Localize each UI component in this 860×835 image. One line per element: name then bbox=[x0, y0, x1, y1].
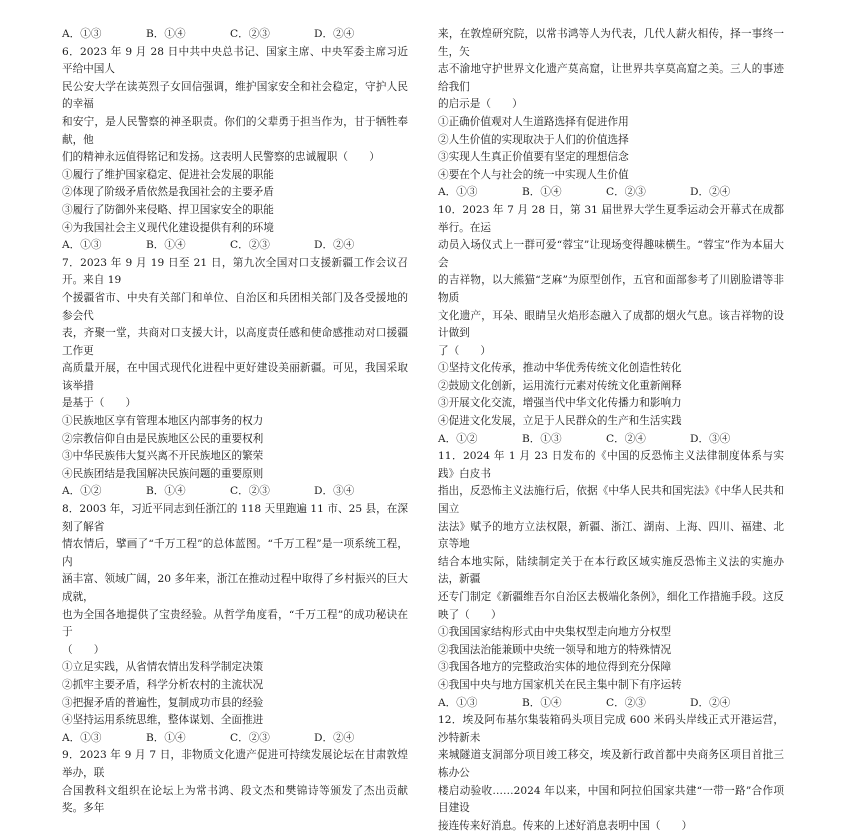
choice-d[interactable]: D．②④ bbox=[690, 696, 731, 709]
left-column bbox=[62, 26, 408, 818]
q9-stem-line: 志不渝地守护世界文化遗产莫高窟，让世界共享莫高窟之美。三人的事迹给我们 bbox=[438, 63, 784, 93]
q11-option: ③我国各地方的完整政治实体的地位得到充分保障 bbox=[438, 661, 672, 674]
choice-b[interactable]: B．①④ bbox=[146, 28, 186, 40]
q10-option: ②鼓励文化创新，运用流行元素对传统文化重新阐释 bbox=[438, 379, 682, 392]
choice-d[interactable]: D．②④ bbox=[314, 239, 355, 252]
right-column bbox=[438, 26, 784, 835]
choice-a[interactable]: A．①② bbox=[438, 432, 478, 445]
choice-c[interactable]: C．②③ bbox=[606, 186, 646, 199]
q6-option: ②体现了阶级矛盾依然是我国社会的主要矛盾 bbox=[62, 186, 274, 199]
q8-option: ③把握矛盾的普遍性，复制成功市县的经验 bbox=[62, 696, 264, 709]
q9-option: ②人生价值的实现取决于人们的价值选择 bbox=[438, 133, 629, 146]
q10-option: ④促进文化发展，立足于人民群众的生产和生活实践 bbox=[438, 415, 682, 428]
q11-choices bbox=[438, 695, 784, 713]
q10-stem-line: 动员入场仪式上一群可爱“蓉宝”让现场变得趣味横生。“蓉宝”作为本届大会 bbox=[438, 239, 784, 269]
q11-option: ②我国法治能兼顾中央统一领导和地方的特殊情况 bbox=[438, 643, 672, 656]
question-9 bbox=[62, 747, 408, 817]
question-7 bbox=[62, 255, 408, 501]
q12-stem-line: 来城隧道支洞部分项目竣工移交，埃及新行政首都中央商务区项目首批三栋办公 bbox=[438, 749, 784, 779]
q7-option: ③中华民族伟大复兴离不开民族地区的繁荣 bbox=[62, 450, 264, 463]
q7-option: ②宗教信仰自由是民族地区公民的重要权利 bbox=[62, 432, 264, 445]
q11-option: ④我国中央与地方国家机关在民主集中制下有序运转 bbox=[438, 678, 682, 691]
q5-choices bbox=[62, 26, 408, 44]
choice-d[interactable]: D．②④ bbox=[314, 731, 355, 744]
question-8 bbox=[62, 501, 408, 747]
q6-stem-line: 和安宁，是人民警察的神圣职责。你们的父辈勇于担当作为，甘于牺牲奉献，他 bbox=[62, 115, 408, 146]
q7-stem-line: 是基于（ ） bbox=[62, 397, 137, 410]
q8-option: ②抓牢主要矛盾，科学分析农村的主流状况 bbox=[62, 678, 264, 691]
q9-option: ③实现人生真正价值要有坚定的理想信念 bbox=[438, 151, 629, 164]
choice-a[interactable]: A．①③ bbox=[438, 696, 478, 709]
q9-stem-line: 来，在敦煌研究院，以常书鸿等人为代表，几代人薪火相传，择一事终一生，矢 bbox=[438, 28, 784, 58]
question-11 bbox=[438, 448, 784, 712]
choice-d[interactable]: D．②④ bbox=[690, 186, 731, 199]
choice-d[interactable]: D．③④ bbox=[690, 432, 731, 445]
q11-stem-line: 还专门制定《新疆维吾尔自治区去极端化条例》，细化工作措施手段。这反映了（ ） bbox=[438, 591, 784, 621]
q10-choices bbox=[438, 431, 784, 449]
choice-b[interactable]: B．①④ bbox=[522, 186, 562, 199]
choice-d[interactable]: D．②④ bbox=[314, 28, 355, 40]
q7-option: ①民族地区享有管理本地区内部事务的权力 bbox=[62, 415, 264, 428]
q12-stem-line: 楼启动验收……2024 年以来，中国和阿拉伯国家共建“一带一路”合作项目建设 bbox=[438, 784, 784, 815]
q8-option: ④坚持运用系统思维，整体谋划、全面推进 bbox=[62, 714, 264, 727]
question-12 bbox=[438, 712, 784, 835]
q9-option: ①正确价值观对人生道路选择有促进作用 bbox=[438, 115, 629, 128]
q11-stem-line: 法法》赋予的地方立法权限，新疆、浙江、湖南、上海、四川、福建、北京等地 bbox=[438, 520, 784, 551]
q6-option: ④为我国社会主义现代化建设提供有利的环境 bbox=[62, 221, 274, 234]
choice-c[interactable]: C．②③ bbox=[230, 28, 270, 40]
q8-stem-line: 也为全国各地提供了宝贵经验。从哲学角度看，“千万工程”的成功秘诀在于 bbox=[62, 608, 408, 639]
q7-stem-line: 高质量开展，在中国式现代化进程中更好建设美丽新疆。可见，我国采取该举措 bbox=[62, 362, 408, 392]
q8-stem-line: （ ） bbox=[62, 643, 105, 656]
choice-b[interactable]: B．①④ bbox=[146, 239, 186, 252]
q12-stem-line: 12．埃及阿布基尔集装箱码头项目完成 600 米码头岸线正式开港运营，沙特新未 bbox=[438, 714, 784, 744]
q9-stem-line: 9．2023 年 9 月 7 日，非物质文化遗产促进可持续发展论坛在甘肃敦煌举办，联 bbox=[62, 749, 408, 779]
choice-a[interactable]: A．①③ bbox=[62, 28, 102, 40]
q6-stem-line: 们的精神永远值得铭记和发扬。这表明人民警察的忠诚履职（ ） bbox=[62, 151, 380, 164]
q6-stem-line: 民公安大学在读英烈子女回信强调，维护国家安全和社会稳定，守护人民的幸福 bbox=[62, 80, 408, 111]
q7-stem-line: 表，齐聚一堂，共商对口支援大计，以高度责任感和使命感推动对口援疆工作更 bbox=[62, 327, 408, 357]
q12-stem-line: 接连传来好消息。传来的上述好消息表明中国（ ） bbox=[438, 819, 693, 832]
q6-option: ③履行了防御外来侵略、捍卫国家安全的职能 bbox=[62, 203, 274, 216]
q8-option: ①立足实践，从省情农情出发科学制定决策 bbox=[62, 661, 264, 674]
q8-stem-line: 涵丰富、领域广阔，20 多年来，浙江在推动过程中取得了乡村振兴的巨大成就， bbox=[62, 573, 408, 603]
q9-stem-line: 的启示是（ ） bbox=[438, 98, 523, 111]
q11-stem-line: 11．2024 年 1 月 23 日发布的《中国的反恐怖主义法律制度体系与实践》白皮书 bbox=[438, 450, 784, 480]
q10-stem-line: 文化遗产，耳朵、眼睛呈火焰形态融入了成都的烟火气息。该吉祥物的设计做到 bbox=[438, 309, 784, 340]
question-6 bbox=[62, 44, 408, 255]
q11-option: ①我国国家结构形式由中央集权型走向地方分权型 bbox=[438, 626, 672, 639]
q11-stem-line: 指出，反恐怖主义法施行后，依据《中华人民共和国宪法》《中华人民共和国立 bbox=[438, 485, 784, 516]
choice-b[interactable]: B．①④ bbox=[146, 485, 186, 498]
choice-a[interactable]: A．①② bbox=[62, 485, 102, 498]
q7-option: ④民族团结是我国解决民族问题的重要原则 bbox=[62, 467, 264, 480]
question-9-continued bbox=[438, 26, 784, 202]
q6-option: ①履行了维护国家稳定、促进社会发展的职能 bbox=[62, 168, 274, 181]
q10-option: ③开展文化交流，增强当代中华文化传播力和影响力 bbox=[438, 397, 682, 410]
choice-a[interactable]: A．①③ bbox=[62, 731, 102, 744]
q10-stem-line: 10．2023 年 7 月 28 日，第 31 届世界大学生夏季运动会开幕式在成都举行。在运 bbox=[438, 203, 784, 234]
choice-c[interactable]: C．②③ bbox=[230, 239, 270, 252]
choice-b[interactable]: B．①③ bbox=[522, 432, 562, 445]
choice-d[interactable]: D．③④ bbox=[314, 485, 355, 498]
q8-choices bbox=[62, 730, 408, 748]
choice-a[interactable]: A．①③ bbox=[438, 186, 478, 199]
choice-c[interactable]: C．②③ bbox=[230, 485, 270, 498]
choice-c[interactable]: C．②④ bbox=[606, 432, 646, 445]
q7-stem-line: 7．2023 年 9 月 19 日至 21 日，第九次全国对口支援新疆工作会议召开。来自 19 bbox=[62, 256, 408, 287]
choice-c[interactable]: C．②③ bbox=[606, 696, 646, 709]
q6-stem-line: 6．2023 年 9 月 28 日中共中央总书记、国家主席、中央军委主席习近平给中国人 bbox=[62, 45, 408, 76]
choice-b[interactable]: B．①④ bbox=[522, 696, 562, 709]
q6-choices bbox=[62, 237, 408, 255]
q7-stem-line: 个援疆省市、中央有关部门和单位、自治区和兵团相关部门及各受援地的参会代 bbox=[62, 291, 408, 322]
q10-option: ①坚持文化传承，推动中华优秀传统文化创造性转化 bbox=[438, 362, 682, 375]
q9-choices bbox=[438, 184, 784, 202]
q8-stem-line: 情农情后，擘画了“千万工程”的总体蓝图。“千万工程”是一项系统工程，内 bbox=[62, 538, 408, 568]
q10-stem-line: 的吉祥物，以大熊猫“芝麻”为原型创作，五官和面部参考了川剧脸谱等非物质 bbox=[438, 274, 784, 304]
choice-b[interactable]: B．①④ bbox=[146, 731, 186, 744]
q7-choices bbox=[62, 483, 408, 501]
q9-option: ④要在个人与社会的统一中实现人生价值 bbox=[438, 168, 629, 181]
q10-stem-line: 了（ ） bbox=[438, 344, 491, 357]
choice-c[interactable]: C．②③ bbox=[230, 731, 270, 744]
q8-stem-line: 8．2003 年，习近平同志到任浙江的 118 天里跑遍 11 市、25 县，在深刻了解省 bbox=[62, 503, 408, 533]
q11-stem-line: 结合本地实际，陆续制定关于在本行政区域实施反恐怖主义法的实施办法，新疆 bbox=[438, 555, 784, 586]
choice-a[interactable]: A．①③ bbox=[62, 239, 102, 252]
q9-stem-line: 合国教科文组织在论坛上为常书鸿、段文杰和樊锦诗等颁发了杰出贡献奖。多年 bbox=[62, 784, 408, 815]
question-10 bbox=[438, 202, 784, 448]
